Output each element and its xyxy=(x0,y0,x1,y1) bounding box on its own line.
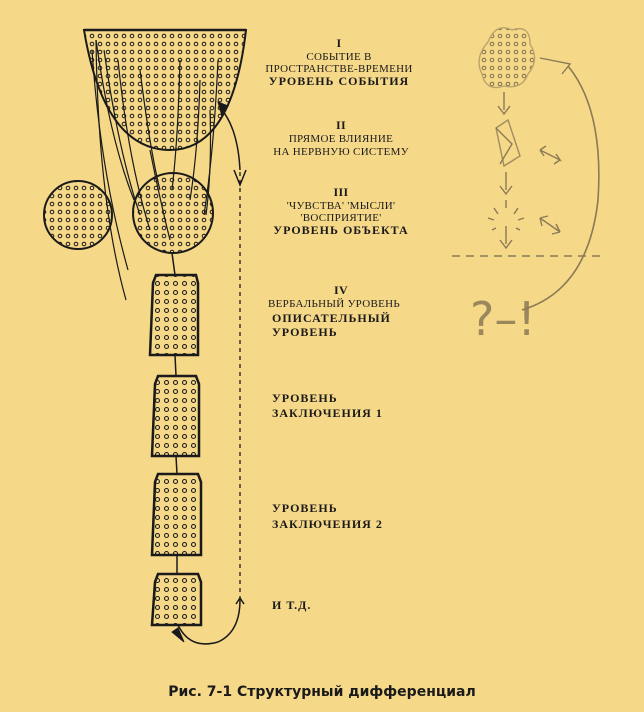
label-tags xyxy=(150,275,201,625)
level-6-heading-1: УРОВЕНЬ xyxy=(272,501,338,515)
figure-caption: Рис. 7-1 Структурный дифференциал xyxy=(168,684,476,700)
unabstracted-circle xyxy=(44,181,112,249)
level-5-heading-1: УРОВЕНЬ xyxy=(272,391,338,405)
level-1-line-2: ПРОСТРАНСТВЕ-ВРЕМЕНИ xyxy=(265,63,413,75)
question-dash-exclaim: ?–! xyxy=(470,292,536,346)
level-3-heading: УРОВЕНЬ ОБЪЕКТА xyxy=(273,223,409,237)
level-4-heading-2: УРОВЕНЬ xyxy=(272,325,338,339)
object-circle xyxy=(133,173,213,253)
level-4-line-1: ВЕРБАЛЬНЫЙ УРОВЕНЬ xyxy=(268,298,400,310)
level-1-heading: УРОВЕНЬ СОБЫТИЯ xyxy=(268,74,410,88)
level-6-heading-2: ЗАКЛЮЧЕНИЯ 2 xyxy=(272,517,383,531)
level-5-heading-2: ЗАКЛЮЧЕНИЯ 1 xyxy=(272,406,383,420)
level-3-numeral: III xyxy=(333,185,349,199)
level-4-heading-1: ОПИСАТЕЛЬНЫЙ xyxy=(272,311,391,325)
level-2-line-1: ПРЯМОЕ ВЛИЯНИЕ xyxy=(288,133,394,145)
level-4-numeral: IV xyxy=(334,283,348,297)
level-2-numeral: II xyxy=(336,118,346,132)
level-2-line-2: НА НЕРВНУЮ СИСТЕМУ xyxy=(273,146,409,158)
level-1-line-1: СОБЫТИЕ В xyxy=(306,51,372,63)
right-side-diagram xyxy=(452,28,600,310)
level-3-line-2: 'ВОСПРИЯТИЕ' xyxy=(300,212,382,224)
event-parabola xyxy=(84,30,246,150)
level-1-numeral: I xyxy=(336,36,342,50)
level-3-line-1: 'ЧУВСТВА' 'МЫСЛИ' xyxy=(286,200,396,212)
level-7-heading: И Т.Д. xyxy=(272,598,312,612)
